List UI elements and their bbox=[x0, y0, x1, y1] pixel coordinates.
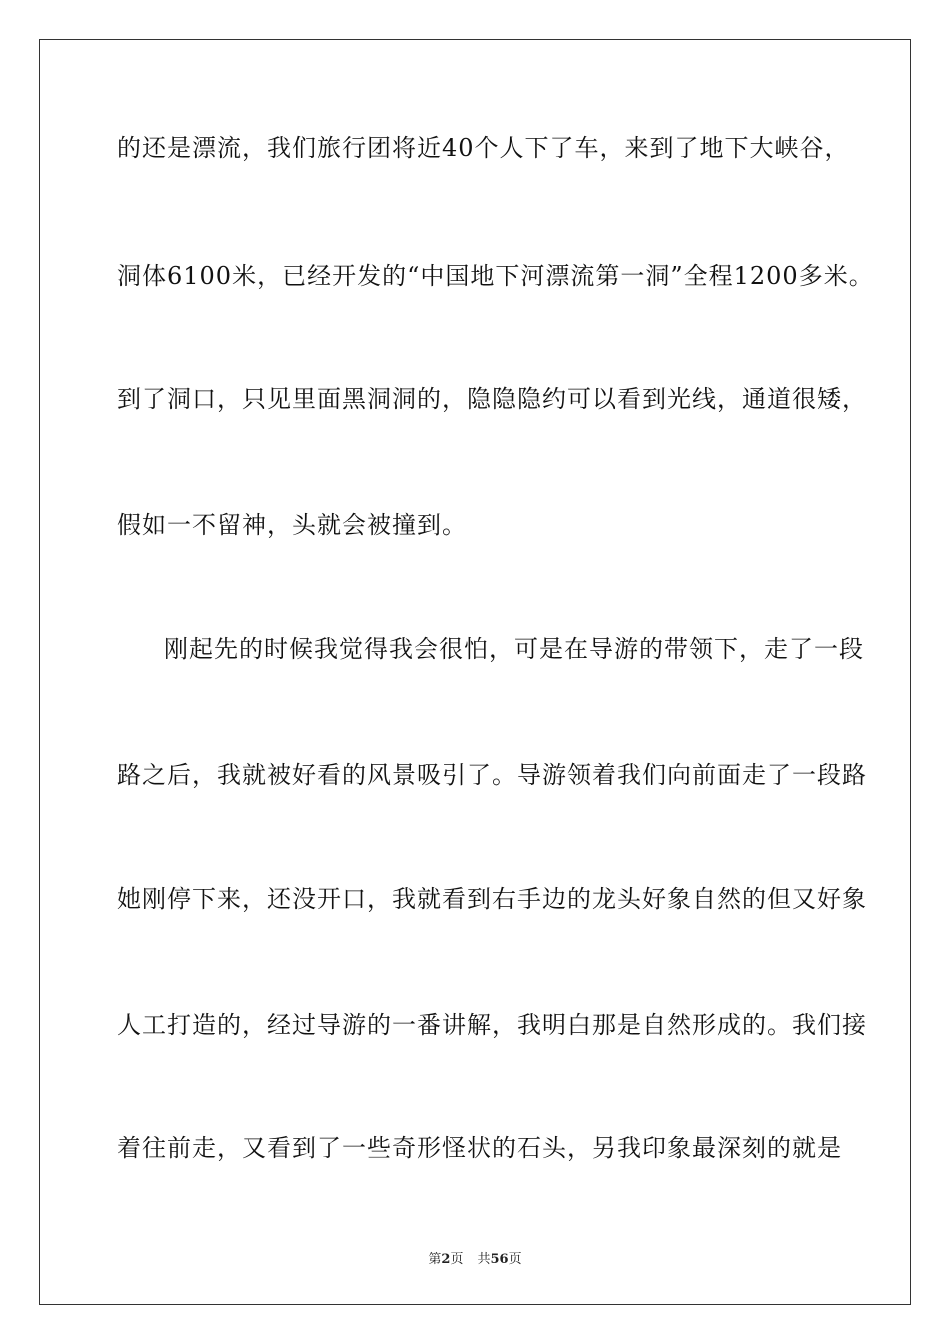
paragraph-line: 她刚停下来，还没开口，我就看到右手边的龙头好象自然的但又好象 bbox=[117, 885, 867, 913]
paragraph-line: 到了洞口，只见里面黑洞洞的，隐隐隐约可以看到光线，通道很矮， bbox=[117, 385, 867, 413]
paragraph-line: 的还是漂流，我们旅行团将近40个人下了车，来到了地下大峡谷， bbox=[117, 134, 850, 162]
paragraph-line: 路之后，我就被好看的风景吸引了。导游领着我们向前面走了一段路 bbox=[117, 761, 867, 789]
page-footer bbox=[0, 1248, 950, 1267]
page-border bbox=[39, 39, 911, 1305]
total-prefix: 共 bbox=[477, 1252, 491, 1267]
total-suffix: 页 bbox=[508, 1252, 522, 1267]
paragraph-line: 刚起先的时候我觉得我会很怕，可是在导游的带领下，走了一段 bbox=[164, 635, 864, 663]
total-pages: 56 bbox=[490, 1252, 509, 1267]
page-number: 2 bbox=[441, 1252, 451, 1267]
paragraph-line: 假如一不留神，头就会被撞到。 bbox=[117, 511, 467, 539]
paragraph-line: 人工打造的，经过导游的一番讲解，我明白那是自然形成的。我们接 bbox=[117, 1011, 867, 1039]
page-prefix: 第 bbox=[428, 1252, 442, 1267]
page-suffix: 页 bbox=[450, 1252, 464, 1267]
paragraph-line: 着往前走，又看到了一些奇形怪状的石头，另我印象最深刻的就是 bbox=[117, 1134, 842, 1162]
paragraph-line: 洞体6100米，已经开发的“中国地下河漂流第一洞”全程1200多米。 bbox=[117, 262, 874, 290]
